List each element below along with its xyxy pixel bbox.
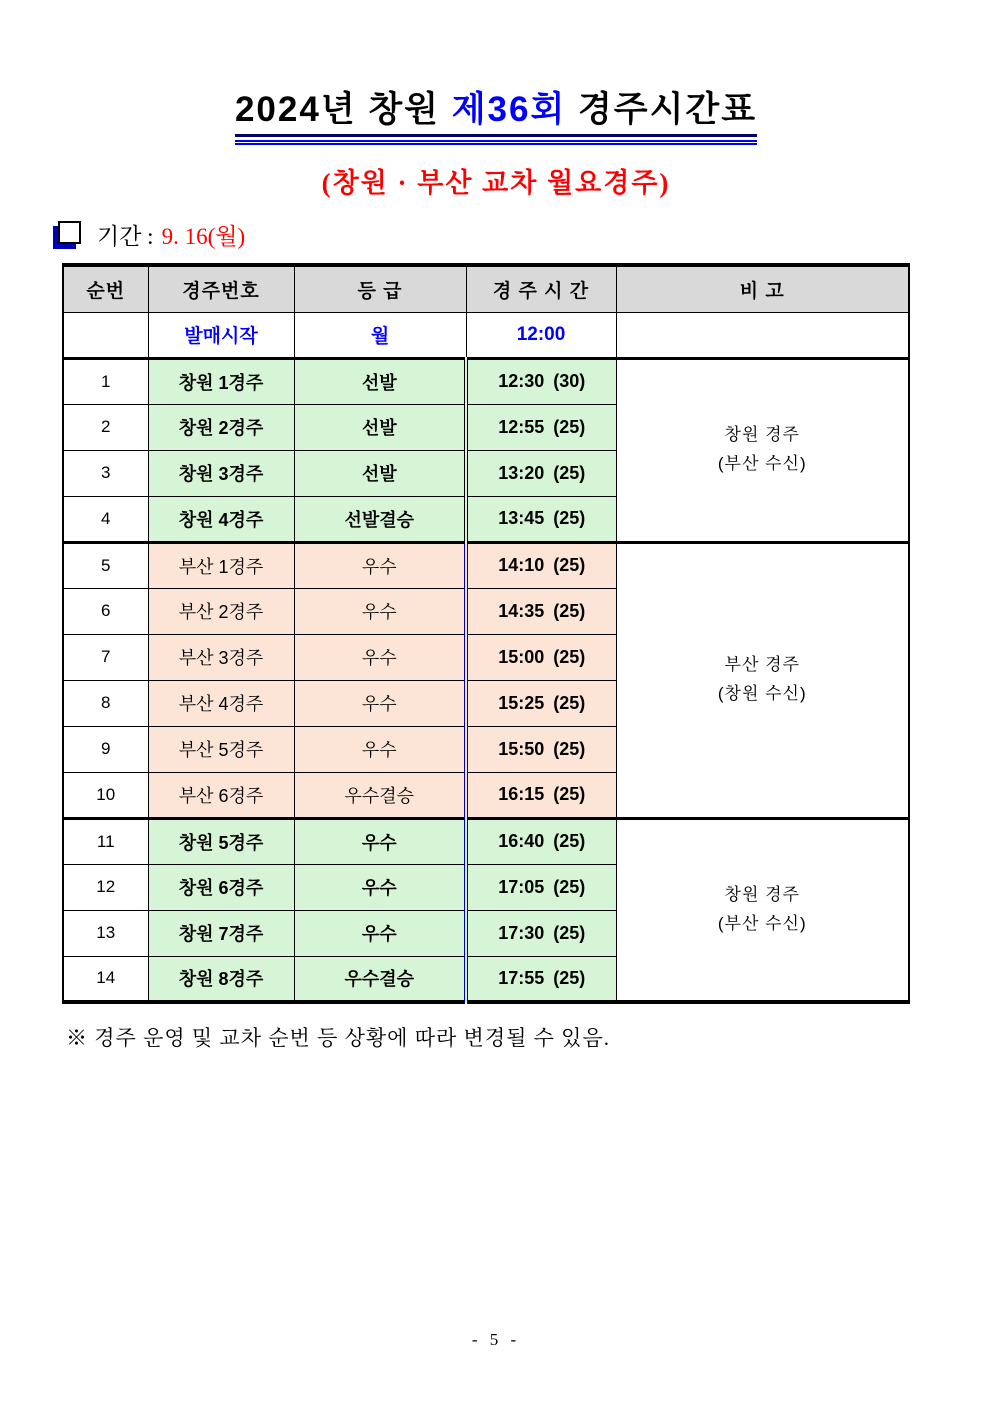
race-duration: (25) <box>553 784 586 804</box>
race-time <box>466 864 616 910</box>
page-number: - 5 - <box>471 1330 521 1349</box>
race-name: 부산 4경주 <box>148 680 294 726</box>
race-name: 창원 8경주 <box>148 956 294 1002</box>
row-number: 4 <box>63 496 148 542</box>
race-time <box>466 450 616 496</box>
period-line <box>58 218 992 251</box>
race-grade: 우수 <box>294 542 466 588</box>
race-duration: (25) <box>553 555 586 575</box>
race-grade: 우수결승 <box>294 956 466 1002</box>
remarks-line2: (부산 수신) <box>717 913 807 933</box>
start-time: 15:00 <box>498 646 545 667</box>
race-schedule-table <box>62 263 910 1004</box>
row-number: 10 <box>63 772 148 818</box>
title-round-number: 제36회 <box>451 90 567 129</box>
race-duration: (25) <box>553 876 586 897</box>
header-remarks: 비 고 <box>616 265 909 312</box>
start-time: 12:30 <box>498 371 545 391</box>
remarks-line1: 창원 경주 <box>724 425 800 445</box>
start-time: 16:40 <box>498 831 545 851</box>
row-number: 3 <box>63 450 148 496</box>
race-name: 창원 4경주 <box>148 496 294 542</box>
race-grade: 우수 <box>294 864 466 910</box>
presale-empty-cell <box>63 312 148 358</box>
start-time: 17:30 <box>498 922 545 943</box>
start-time: 17:55 <box>498 967 545 988</box>
start-time: 13:20 <box>498 462 545 483</box>
header-seq: 순번 <box>63 265 148 312</box>
race-duration: (25) <box>553 600 586 621</box>
race-duration: (25) <box>553 508 586 528</box>
period-value: 9. 16(월) <box>161 224 246 249</box>
remarks-line1: 부산 경주 <box>724 655 800 675</box>
race-time <box>466 542 616 588</box>
row-number: 1 <box>63 358 148 404</box>
row-number: 14 <box>63 956 148 1002</box>
race-grade: 우수 <box>294 588 466 634</box>
start-time: 14:35 <box>498 600 545 621</box>
race-duration: (25) <box>553 646 586 667</box>
start-time: 13:45 <box>498 508 545 528</box>
section-remarks <box>616 358 909 542</box>
start-time: 17:05 <box>498 876 545 897</box>
race-grade: 선발 <box>294 450 466 496</box>
row-number: 7 <box>63 634 148 680</box>
race-grade: 우수결승 <box>294 772 466 818</box>
header-race-number: 경주번호 <box>148 265 294 312</box>
race-name: 부산 6경주 <box>148 772 294 818</box>
row-number: 6 <box>63 588 148 634</box>
race-time <box>466 818 616 864</box>
race-duration: (25) <box>553 692 586 713</box>
start-time: 14:10 <box>498 555 545 575</box>
presale-label: 발매시작 <box>148 312 294 358</box>
race-grade: 선발 <box>294 358 466 404</box>
start-time: 16:15 <box>498 784 545 804</box>
row-number: 8 <box>63 680 148 726</box>
row-number: 9 <box>63 726 148 772</box>
title-suffix: 경주시간표 <box>566 90 758 129</box>
race-grade: 우수 <box>294 634 466 680</box>
presale-remarks-cell <box>616 312 909 358</box>
race-row <box>63 358 909 404</box>
race-duration: (25) <box>553 922 586 943</box>
start-time: 15:50 <box>498 738 545 759</box>
race-grade: 선발결승 <box>294 496 466 542</box>
race-grade: 선발 <box>294 404 466 450</box>
remarks-line2: (부산 수신) <box>717 454 807 473</box>
presale-time: 12:00 <box>466 312 616 358</box>
row-number: 12 <box>63 864 148 910</box>
race-time <box>466 680 616 726</box>
race-name: 부산 1경주 <box>148 542 294 588</box>
race-row <box>63 818 909 864</box>
start-time: 12:55 <box>498 416 545 437</box>
race-time <box>466 726 616 772</box>
race-duration: (25) <box>553 831 586 851</box>
race-duration: (25) <box>553 967 586 988</box>
row-number: 13 <box>63 910 148 956</box>
race-name: 창원 7경주 <box>148 910 294 956</box>
page-title <box>0 0 992 145</box>
race-grade: 우수 <box>294 818 466 864</box>
race-time <box>466 404 616 450</box>
page-subtitle: (창원 · 부산 교차 월요경주) <box>321 168 671 198</box>
race-time <box>466 496 616 542</box>
race-time <box>466 634 616 680</box>
race-name: 부산 2경주 <box>148 588 294 634</box>
race-row <box>63 542 909 588</box>
remarks-line1: 창원 경주 <box>724 884 800 904</box>
footnote: ※ 경주 운영 및 교차 순번 등 상황에 따라 변경될 수 있음. <box>66 1026 611 1050</box>
race-time <box>466 956 616 1002</box>
race-duration: (25) <box>553 738 586 759</box>
remarks-line2: (창원 수신) <box>717 684 807 703</box>
race-name: 부산 3경주 <box>148 634 294 680</box>
checkbox-bullet-icon <box>58 221 81 244</box>
race-duration: (25) <box>553 416 586 437</box>
row-number: 11 <box>63 818 148 864</box>
row-number: 2 <box>63 404 148 450</box>
race-name: 부산 5경주 <box>148 726 294 772</box>
race-time <box>466 588 616 634</box>
header-race-time: 경 주 시 간 <box>466 265 616 312</box>
race-grade: 우수 <box>294 680 466 726</box>
header-grade: 등 급 <box>294 265 466 312</box>
race-time <box>466 358 616 404</box>
race-name: 창원 6경주 <box>148 864 294 910</box>
presale-day: 월 <box>294 312 466 358</box>
race-duration: (25) <box>553 462 586 483</box>
table-header-row <box>63 265 909 312</box>
race-grade: 우수 <box>294 910 466 956</box>
row-number: 5 <box>63 542 148 588</box>
race-name: 창원 1경주 <box>148 358 294 404</box>
race-name: 창원 2경주 <box>148 404 294 450</box>
presale-row <box>63 312 909 358</box>
start-time: 15:25 <box>498 692 545 713</box>
race-time <box>466 772 616 818</box>
section-remarks <box>616 542 909 818</box>
section-remarks <box>616 818 909 1002</box>
title-prefix: 2024년 창원 <box>234 90 452 129</box>
race-name: 창원 5경주 <box>148 818 294 864</box>
race-name: 창원 3경주 <box>148 450 294 496</box>
period-label: 기간 : <box>97 224 154 249</box>
race-grade: 우수 <box>294 726 466 772</box>
race-duration: (30) <box>553 371 586 391</box>
race-time <box>466 910 616 956</box>
